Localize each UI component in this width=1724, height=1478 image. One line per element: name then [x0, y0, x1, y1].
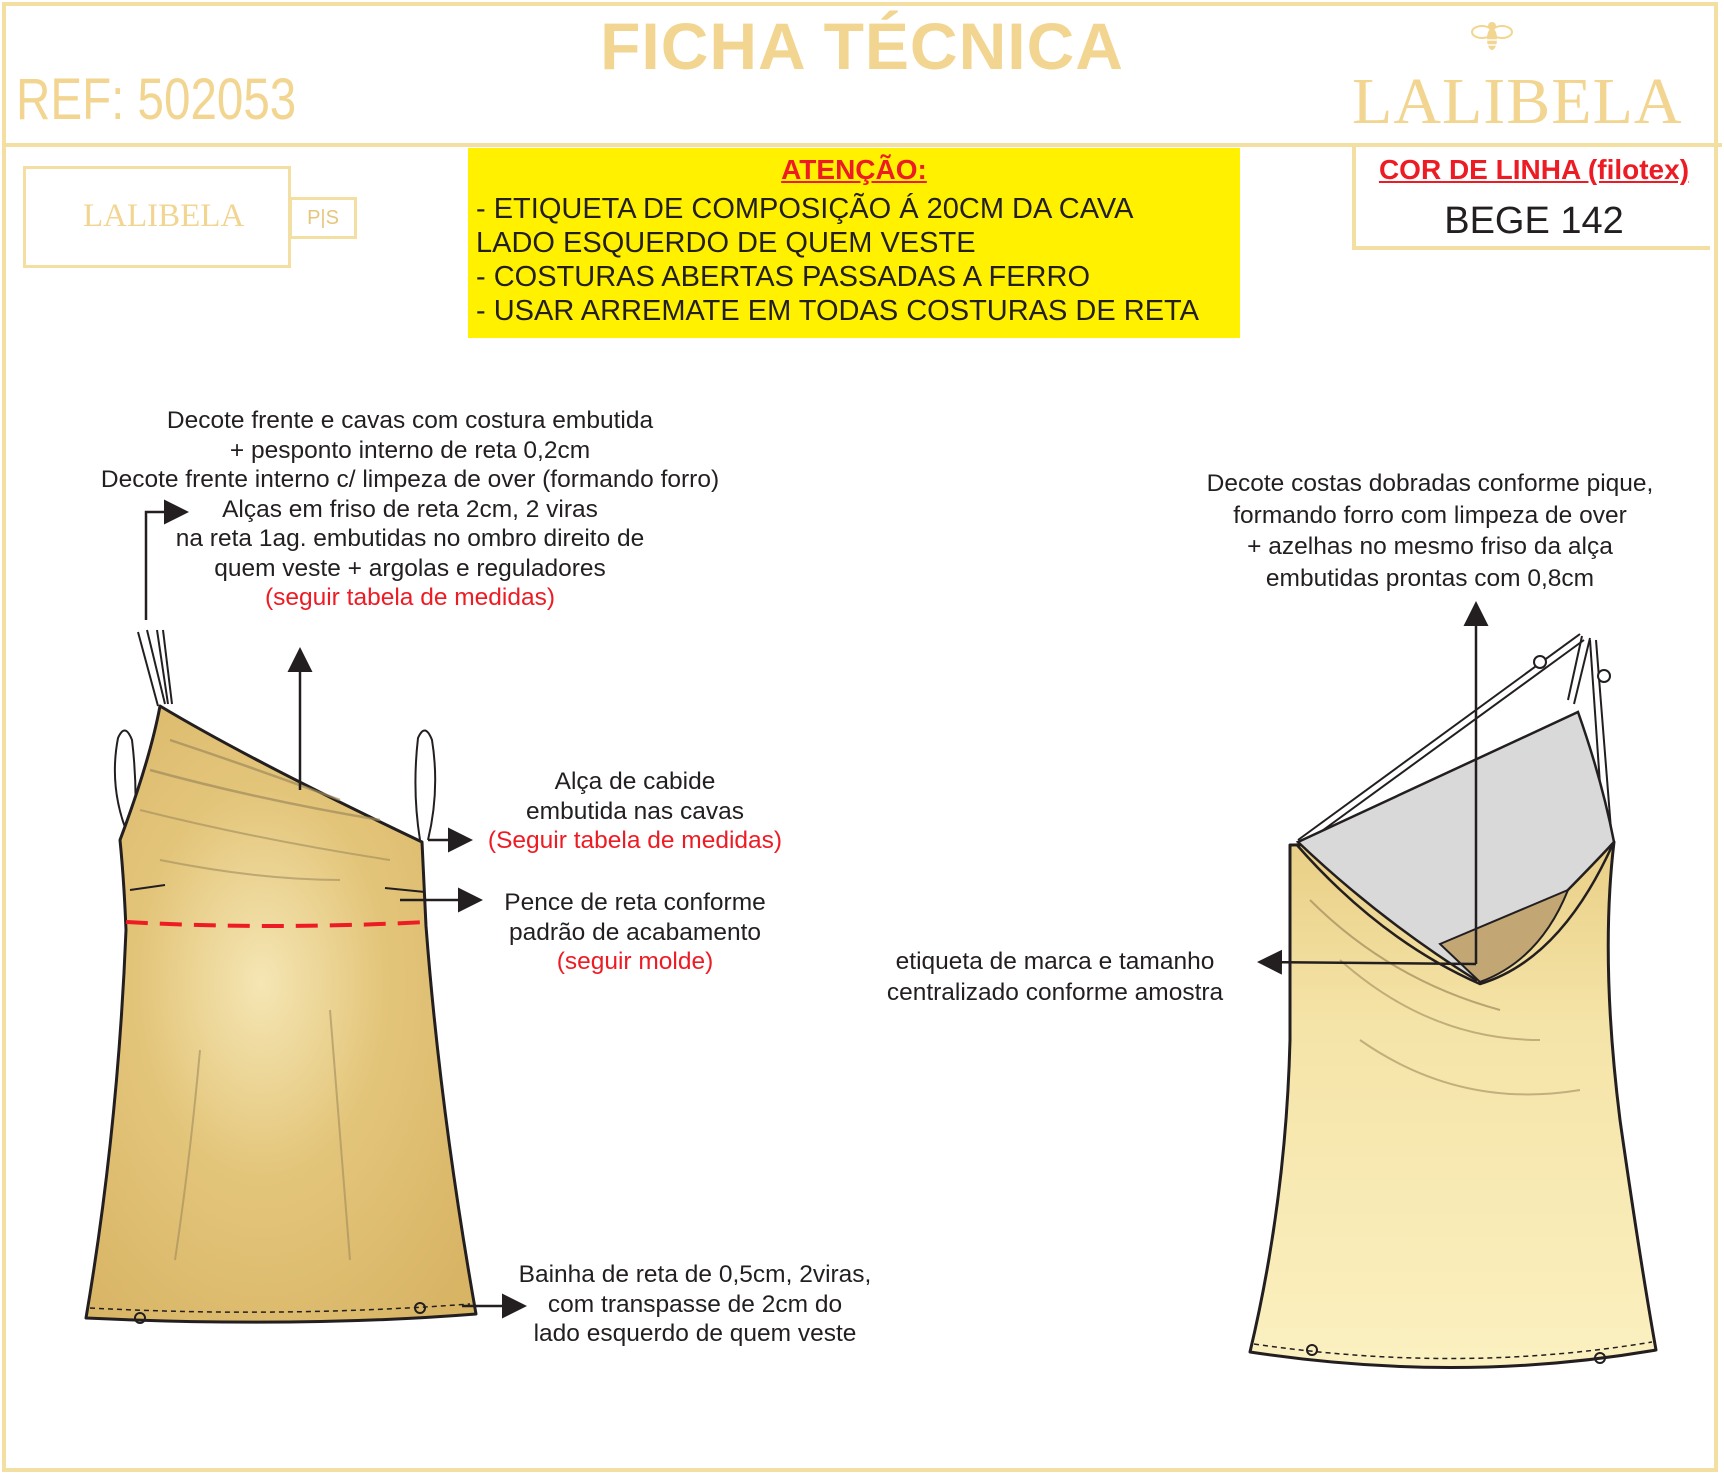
note-line: Alça de cabide [554, 768, 716, 795]
note-reference: (seguir molde) [556, 948, 714, 975]
note-line: lado esquerdo de quem veste [533, 1320, 857, 1347]
note-line: Decote frente interno c/ limpeza de over (formando forro) [100, 466, 720, 493]
attention-title: ATENÇÃO: [781, 154, 927, 185]
thread-color-title: COR DE LINHA (filotex) [1378, 154, 1690, 185]
label-tag-brand: LALIBELA [83, 198, 245, 234]
note-line: embutidas prontas com 0,8cm [1265, 564, 1595, 592]
back-view [1250, 634, 1656, 1368]
note-line: na reta 1ag. embutidas no ombro direito de [175, 525, 645, 552]
note-line: formando forro com limpeza de over [1233, 501, 1627, 529]
thread-color-value: BEGE 142 [1444, 200, 1624, 242]
note-line: Pence de reta conforme [504, 889, 766, 916]
note-dart [470, 888, 800, 977]
label-tag-size: P|S [289, 197, 357, 239]
reference-code: REF: 502053 [16, 67, 297, 132]
note-line: etiqueta de marca e tamanho [895, 948, 1215, 975]
brand-logo: LALIBELA [1352, 65, 1683, 138]
front-view [86, 630, 476, 1323]
note-brand-label [850, 946, 1260, 1008]
note-reference: (seguir tabela de medidas) [264, 584, 556, 611]
attention-line: - COSTURAS ABERTAS PASSADAS A FERRO [476, 261, 1090, 293]
note-hem [490, 1260, 900, 1349]
note-line: quem veste + argolas e reguladores [214, 554, 606, 582]
note-line: com transpasse de 2cm do [547, 1290, 843, 1318]
note-line: embutida nas cavas [526, 797, 744, 825]
note-line: + pesponto interno de reta 0,2cm [229, 436, 591, 464]
note-reference: (Seguir tabela de medidas) [487, 827, 783, 854]
note-line: Decote frente e cavas com costura embutida [166, 407, 654, 434]
note-line: padrão de acabamento [509, 918, 761, 946]
attention-line: - USAR ARREMATE EM TODAS COSTURAS DE RETA [476, 295, 1199, 327]
page-title: FICHA TÉCNICA [600, 9, 1124, 83]
note-line: centralizado conforme amostra [886, 979, 1224, 1006]
note-line: + azelhas no mesmo friso da alça [1247, 533, 1613, 560]
attention-line: LADO ESQUERDO DE QUEM VESTE [476, 227, 976, 259]
note-back-neckline [1160, 468, 1700, 594]
note-line: Decote costas dobradas conforme pique, [1206, 470, 1654, 497]
note-front-neckline [60, 406, 760, 613]
note-line: Bainha de reta de 0,5cm, 2viras, [518, 1261, 872, 1288]
note-hanger-loop [470, 767, 800, 856]
note-line: Alças em friso de reta 2cm, 2 viras [222, 495, 598, 523]
attention-line: - ETIQUETA DE COMPOSIÇÃO Á 20CM DA CAVA [476, 193, 1134, 225]
